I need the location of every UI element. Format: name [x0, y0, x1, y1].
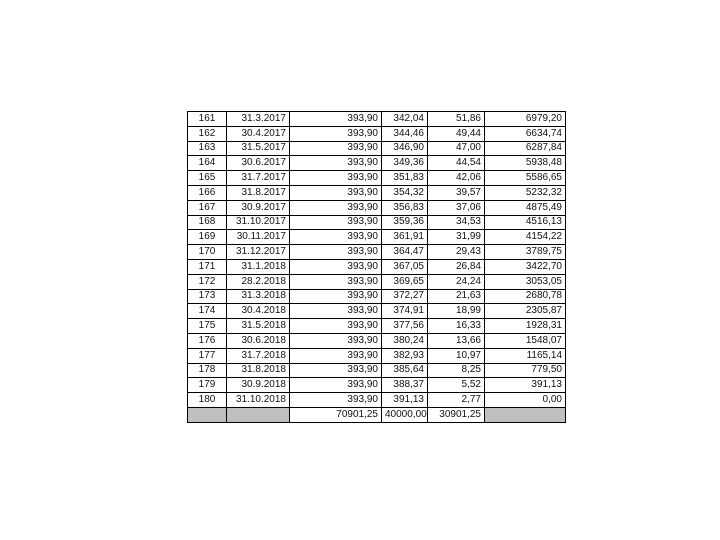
- principal-cell: 377,56: [382, 319, 428, 334]
- payment-cell: 393,90: [290, 171, 382, 186]
- balance-cell: 3053,05: [485, 274, 566, 289]
- table-row: [188, 319, 566, 334]
- table-row: [188, 126, 566, 141]
- interest-cell: 10,97: [428, 348, 485, 363]
- interest-cell: 49,44: [428, 126, 485, 141]
- row-number-cell: 163: [188, 141, 227, 156]
- row-number-cell: 170: [188, 245, 227, 260]
- interest-cell: 44,54: [428, 156, 485, 171]
- totals-blank-cell: [485, 407, 566, 422]
- interest-cell: 24,24: [428, 274, 485, 289]
- balance-cell: 1548,07: [485, 333, 566, 348]
- date-cell: 31.1.2018: [227, 259, 290, 274]
- balance-cell: 4154,22: [485, 230, 566, 245]
- table-row: [188, 289, 566, 304]
- row-number-cell: 175: [188, 319, 227, 334]
- balance-cell: 6634,74: [485, 126, 566, 141]
- principal-cell: 382,93: [382, 348, 428, 363]
- balance-cell: 2305,87: [485, 304, 566, 319]
- payment-cell: 393,90: [290, 333, 382, 348]
- date-cell: 30.6.2018: [227, 333, 290, 348]
- balance-cell: 6287,84: [485, 141, 566, 156]
- principal-cell: 380,24: [382, 333, 428, 348]
- interest-cell: 34,53: [428, 215, 485, 230]
- payment-cell: 393,90: [290, 259, 382, 274]
- interest-cell: 16,33: [428, 319, 485, 334]
- row-number-cell: 178: [188, 363, 227, 378]
- date-cell: 30.11.2017: [227, 230, 290, 245]
- row-number-cell: 174: [188, 304, 227, 319]
- date-cell: 31.3.2018: [227, 289, 290, 304]
- principal-cell: 359,36: [382, 215, 428, 230]
- balance-cell: 3422,70: [485, 259, 566, 274]
- payment-cell: 393,90: [290, 141, 382, 156]
- principal-cell: 351,83: [382, 171, 428, 186]
- total-principal-cell: 40000,00: [382, 407, 428, 422]
- table-row: [188, 333, 566, 348]
- table-row: [188, 171, 566, 186]
- principal-cell: 349,36: [382, 156, 428, 171]
- date-cell: 31.12.2017: [227, 245, 290, 260]
- balance-cell: 2680,78: [485, 289, 566, 304]
- interest-cell: 51,86: [428, 112, 485, 127]
- balance-cell: 5586,65: [485, 171, 566, 186]
- date-cell: 30.9.2017: [227, 200, 290, 215]
- table-row: [188, 378, 566, 393]
- interest-cell: 31,99: [428, 230, 485, 245]
- payment-cell: 393,90: [290, 200, 382, 215]
- date-cell: 30.9.2018: [227, 378, 290, 393]
- principal-cell: 388,37: [382, 378, 428, 393]
- row-number-cell: 166: [188, 185, 227, 200]
- table-row: [188, 393, 566, 408]
- row-number-cell: 162: [188, 126, 227, 141]
- interest-cell: 13,66: [428, 333, 485, 348]
- date-cell: 31.7.2017: [227, 171, 290, 186]
- totals-blank-cell: [227, 407, 290, 422]
- table-row: [188, 185, 566, 200]
- row-number-cell: 165: [188, 171, 227, 186]
- payment-cell: 393,90: [290, 112, 382, 127]
- balance-cell: 6979,20: [485, 112, 566, 127]
- row-number-cell: 172: [188, 274, 227, 289]
- payment-cell: 393,90: [290, 185, 382, 200]
- table-row: [188, 141, 566, 156]
- date-cell: 30.6.2017: [227, 156, 290, 171]
- amortization-table: [187, 111, 566, 423]
- table-row: [188, 304, 566, 319]
- table-row: [188, 245, 566, 260]
- interest-cell: 29,43: [428, 245, 485, 260]
- principal-cell: 374,91: [382, 304, 428, 319]
- balance-cell: 391,13: [485, 378, 566, 393]
- payment-cell: 393,90: [290, 245, 382, 260]
- principal-cell: 367,05: [382, 259, 428, 274]
- total-interest-cell: 30901,25: [428, 407, 485, 422]
- interest-cell: 42,06: [428, 171, 485, 186]
- date-cell: 30.4.2017: [227, 126, 290, 141]
- date-cell: 31.10.2018: [227, 393, 290, 408]
- interest-cell: 26,84: [428, 259, 485, 274]
- balance-cell: 4516,13: [485, 215, 566, 230]
- table-row: [188, 230, 566, 245]
- payment-cell: 393,90: [290, 393, 382, 408]
- payment-cell: 393,90: [290, 319, 382, 334]
- date-cell: 31.7.2018: [227, 348, 290, 363]
- payment-cell: 393,90: [290, 126, 382, 141]
- date-cell: 30.4.2018: [227, 304, 290, 319]
- table-row: [188, 215, 566, 230]
- principal-cell: 361,91: [382, 230, 428, 245]
- balance-cell: 1928,31: [485, 319, 566, 334]
- payment-cell: 393,90: [290, 289, 382, 304]
- interest-cell: 39,57: [428, 185, 485, 200]
- table-body: [188, 112, 566, 423]
- payment-cell: 393,90: [290, 156, 382, 171]
- balance-cell: 0,00: [485, 393, 566, 408]
- row-number-cell: 177: [188, 348, 227, 363]
- row-number-cell: 176: [188, 333, 227, 348]
- balance-cell: 779,50: [485, 363, 566, 378]
- balance-cell: 3789,75: [485, 245, 566, 260]
- row-number-cell: 161: [188, 112, 227, 127]
- interest-cell: 37,06: [428, 200, 485, 215]
- payment-cell: 393,90: [290, 378, 382, 393]
- interest-cell: 8,25: [428, 363, 485, 378]
- row-number-cell: 169: [188, 230, 227, 245]
- row-number-cell: 180: [188, 393, 227, 408]
- table-row: [188, 348, 566, 363]
- balance-cell: 4875,49: [485, 200, 566, 215]
- principal-cell: 344,46: [382, 126, 428, 141]
- principal-cell: 372,27: [382, 289, 428, 304]
- principal-cell: 354,32: [382, 185, 428, 200]
- balance-cell: 5938,48: [485, 156, 566, 171]
- principal-cell: 356,83: [382, 200, 428, 215]
- balance-cell: 1165,14: [485, 348, 566, 363]
- principal-cell: 391,13: [382, 393, 428, 408]
- payment-cell: 393,90: [290, 348, 382, 363]
- balance-cell: 5232,32: [485, 185, 566, 200]
- table-row: [188, 259, 566, 274]
- row-number-cell: 171: [188, 259, 227, 274]
- principal-cell: 342,04: [382, 112, 428, 127]
- date-cell: 31.8.2018: [227, 363, 290, 378]
- payment-cell: 393,90: [290, 230, 382, 245]
- table-row: [188, 156, 566, 171]
- date-cell: 28.2.2018: [227, 274, 290, 289]
- date-cell: 31.3.2017: [227, 112, 290, 127]
- payment-cell: 393,90: [290, 274, 382, 289]
- interest-cell: 21,63: [428, 289, 485, 304]
- interest-cell: 2,77: [428, 393, 485, 408]
- principal-cell: 385,64: [382, 363, 428, 378]
- row-number-cell: 179: [188, 378, 227, 393]
- table-row: [188, 200, 566, 215]
- date-cell: 31.5.2018: [227, 319, 290, 334]
- table-row: [188, 112, 566, 127]
- row-number-cell: 173: [188, 289, 227, 304]
- interest-cell: 5,52: [428, 378, 485, 393]
- date-cell: 31.8.2017: [227, 185, 290, 200]
- payment-cell: 393,90: [290, 304, 382, 319]
- table-row: [188, 363, 566, 378]
- payment-cell: 393,90: [290, 215, 382, 230]
- row-number-cell: 167: [188, 200, 227, 215]
- row-number-cell: 164: [188, 156, 227, 171]
- interest-cell: 47,00: [428, 141, 485, 156]
- interest-cell: 18,99: [428, 304, 485, 319]
- total-payment-cell: 70901,25: [290, 407, 382, 422]
- date-cell: 31.5.2017: [227, 141, 290, 156]
- principal-cell: 346,90: [382, 141, 428, 156]
- totals-row: [188, 407, 566, 422]
- principal-cell: 369,65: [382, 274, 428, 289]
- totals-blank-cell: [188, 407, 227, 422]
- payment-cell: 393,90: [290, 363, 382, 378]
- date-cell: 31.10.2017: [227, 215, 290, 230]
- table-row: [188, 274, 566, 289]
- principal-cell: 364,47: [382, 245, 428, 260]
- row-number-cell: 168: [188, 215, 227, 230]
